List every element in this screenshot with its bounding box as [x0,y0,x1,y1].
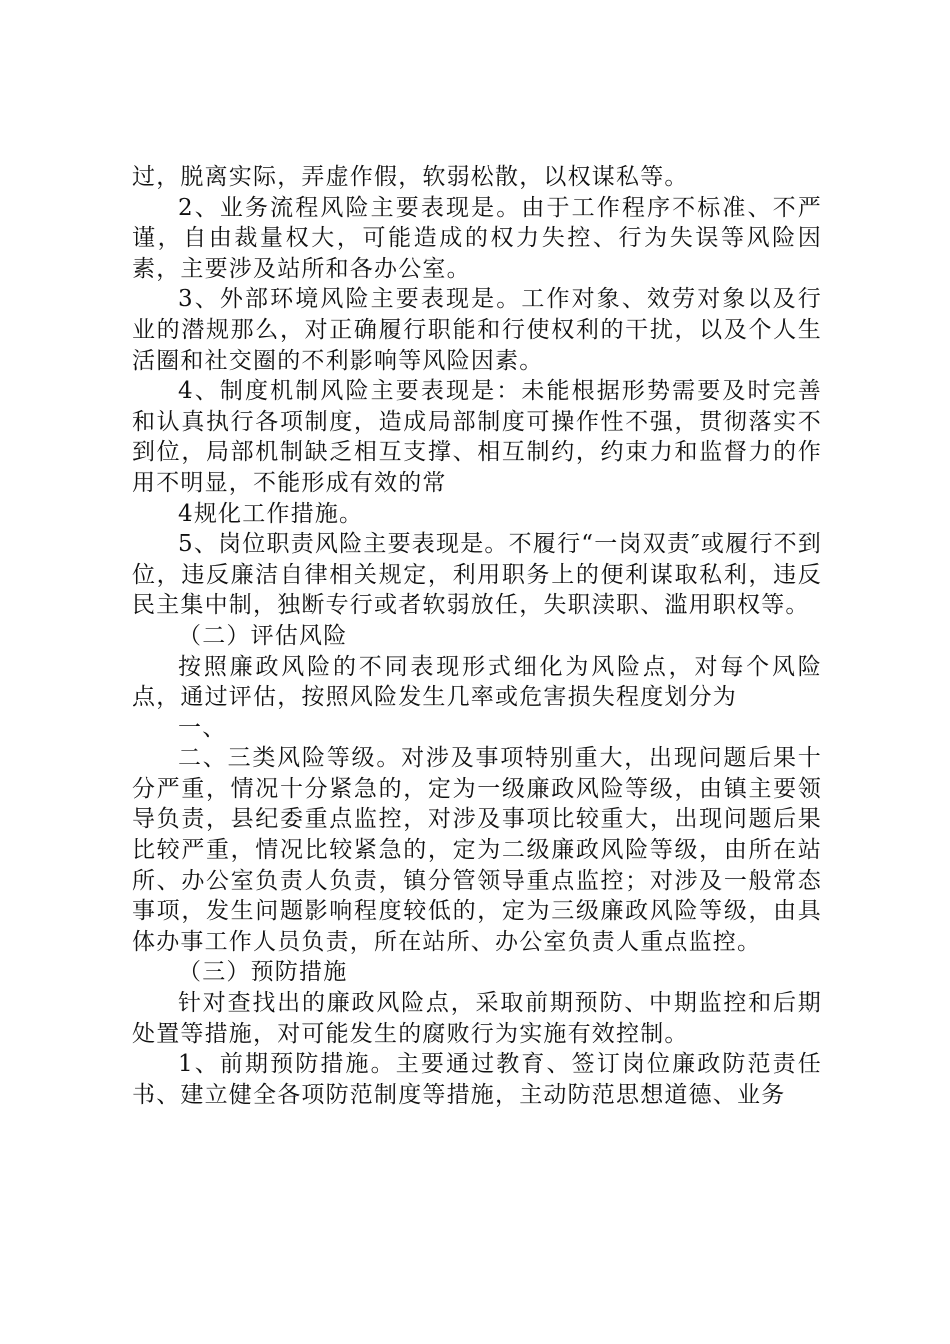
paragraph-institutional-mechanism-risk: 4、制度机制风险主要表现是：未能根据形势需要及时完善和认真执行各项制度，造成局部制度可操作性不强，贯彻落实不到位，局部机制缺乏相互支撑、相互制约，约束力和监督力的作用不明显，不能形成有效的常 [132,378,822,496]
paragraph-normalized-measures: 4规化工作措施。 [178,500,364,527]
paragraph-early-prevention: 1、前期预防措施。主要通过教育、签订岗位廉政防范责任书、建立健全各项防范制度等措施，主动防范思想道德、业务 [132,1051,822,1108]
paragraph-risk-points: 按照廉政风险的不同表现形式细化为风险点，对每个风险点，通过评估，按照风险发生几率或危害损失程度划分为 [132,653,822,711]
document-body [132,162,822,1110]
paragraph-external-environment-risk: 3、外部环境风险主要表现是。工作对象、效劳对象以及行业的潜规那么，对正确履行职能和行使权利的干扰，以及个人生活圈和社交圈的不利影响等风险因素。 [132,286,822,374]
paragraph-risk-levels: 二、三类风险等级。对涉及事项特别重大，出现问题后果十分严重，情况十分紧急的，定为一级廉政风险等级，由镇主要领导负责，县纪委重点监控，对涉及事项比较重大，出现问题后果比较严重，情况比较紧急的，定为二级廉政风险等级，由所在站所、办公室负责人负责，镇分管领导重点监控；对涉及一般常态事项，发生问题影响程度较低的，定为三级廉政风险等级，由具体办事工作人员负责，所在站所、办公室负责人重点监控。 [132,745,822,955]
paragraph-control-measures: 针对查找出的廉政风险点，采取前期预防、中期监控和后期处置等措施，对可能发生的腐败行为实施有效控制。 [132,990,822,1047]
paragraph-level-one-marker: 一、 [178,714,227,741]
section-heading-assess-risk: （二）评估风险 [178,622,348,649]
paragraph-post-responsibility-risk: 5、岗位职责风险主要表现是。不履行“一岗双责″或履行不到位，违反廉洁自律相关规定，利用职务上的便利谋取私利，违反民主集中制，独断专行或者软弱放任，失职渎职、滥用职权等。 [132,531,822,619]
paragraph-business-process-risk: 2、业务流程风险主要表现是。由于工作程序不标准、不严谨，自由裁量权大，可能造成的权力失控、行为失误等风险因素，主要涉及站所和各办公室。 [132,194,822,282]
section-heading-preventive-measures: （三）预防措施 [178,959,348,986]
paragraph-continuation: 过，脱离实际，弄虚作假，软弱松散，以权谋私等。 [132,164,689,190]
